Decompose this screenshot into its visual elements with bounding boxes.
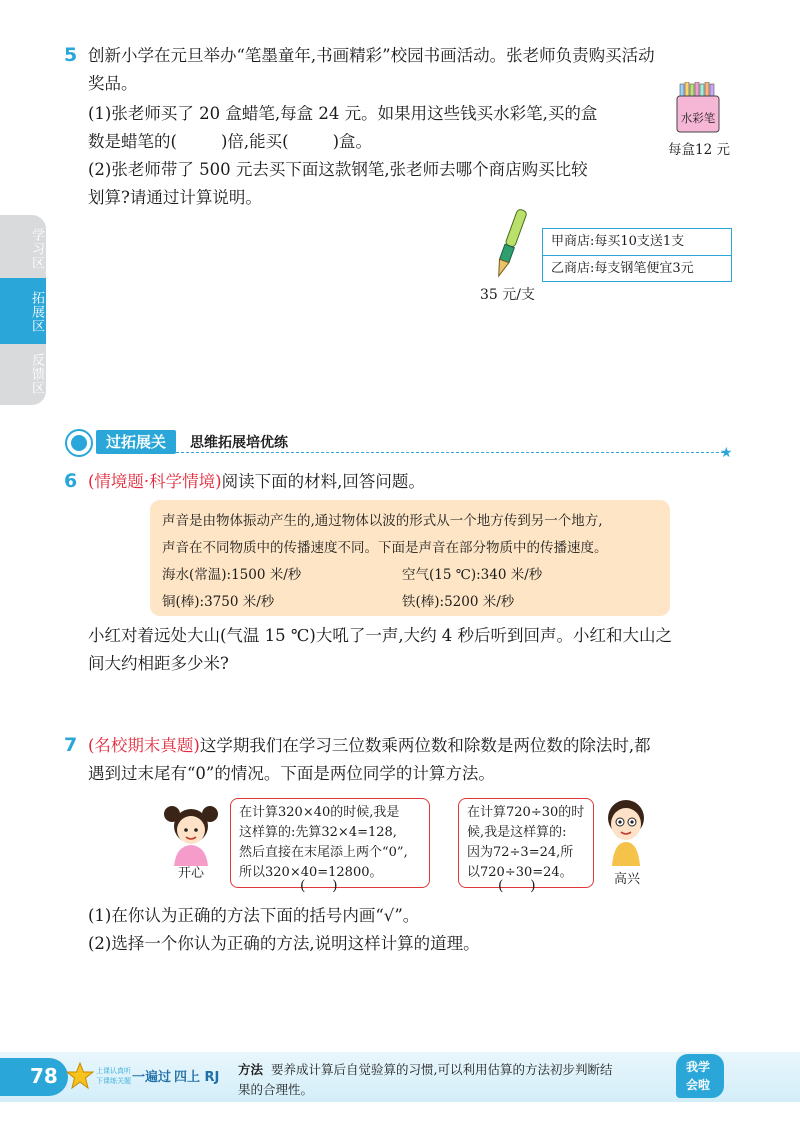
- speed-air: 空气(15 ℃):340 米/秒: [402, 567, 543, 583]
- watercolor-pen-box-label: 水彩笔: [680, 111, 716, 125]
- question-number-7: 7: [64, 734, 78, 756]
- material-line-2: 声音在不同物质中的传播速度不同。下面是声音在部分物质中的传播速度。: [162, 540, 608, 556]
- q7-sub-question-2: (2)选择一个你认为正确的方法,说明这样计算的道理。: [88, 934, 480, 953]
- section-divider: [96, 452, 724, 453]
- right-bubble-line-2: 候,我是这样算的:: [467, 825, 567, 840]
- shop-offer-table: [542, 228, 732, 282]
- right-bubble-line-4: 以720÷30=24。: [467, 865, 573, 880]
- method-line-1: [238, 1060, 613, 1080]
- speed-copper: 铜(棒):3750 米/秒: [162, 594, 275, 610]
- q5-part1-text-c: )盒。: [332, 132, 372, 151]
- question-number-6: 6: [64, 470, 78, 492]
- q6-stem: [88, 468, 425, 496]
- shop-b-offer: 乙商店:每支钢笔便宜3元: [543, 255, 731, 281]
- speed-seawater: 海水(常温):1500 米/秒: [162, 567, 302, 583]
- q5-part1-line1: (1)张老师买了 20 盒蜡笔,每盒 24 元。如果用这些钱买水彩笔,买的盒: [88, 104, 598, 123]
- right-bubble-line-3: 因为72÷3=24,所: [467, 845, 574, 860]
- q7-lead: 这学期我们在学习三位数乘两位数和除数是两位数的除法时,都: [199, 736, 651, 755]
- girl-avatar: [160, 800, 222, 866]
- method-line-2: 果的合理性。: [238, 1082, 314, 1097]
- q7-stem-line2: 遇到过末尾有“0”的情况。下面是两位同学的计算方法。: [88, 764, 495, 783]
- reading-material-box: [150, 500, 670, 616]
- right-bubble-line-1: 在计算720÷30的时: [467, 805, 585, 820]
- section-badge-icon: [64, 428, 94, 458]
- left-bubble-line-2: 这样算的:先算32×4=128,: [239, 825, 397, 840]
- q6-tag: (情境题·科学情境): [88, 472, 222, 491]
- fountain-pen-price: 35 元/支: [480, 287, 535, 303]
- method-text-1: 要养成计算后自觉验算的习惯,可以利用估算的方法初步判断结: [271, 1062, 613, 1077]
- question-number-5: 5: [64, 44, 78, 66]
- q5-part1-text-a: 数是蜡笔的(: [88, 132, 177, 151]
- left-speech-bubble: [230, 798, 430, 888]
- boy-name: 高兴: [614, 872, 641, 887]
- left-bubble-line-4: 所以320×40=12800。: [239, 865, 383, 880]
- q5-part1-line2: [88, 128, 372, 156]
- method-label: 方法: [238, 1062, 264, 1077]
- answer-paren-right[interactable]: ( ): [498, 878, 536, 894]
- q5-stem-line1: 创新小学在元旦举办“笔墨童年,书画精彩”校园书画活动。张老师负责购买活动: [88, 46, 655, 65]
- boy-avatar: [602, 796, 650, 866]
- section-title: 过拓展关: [96, 430, 176, 454]
- learned-badge-line2: 会啦: [686, 1078, 711, 1092]
- brand-slogan-line1: 上课认真听: [96, 1067, 131, 1075]
- q5-stem-line2: 奖品。: [88, 74, 138, 93]
- section-subtitle: 思维拓展培优练: [190, 435, 288, 451]
- left-bubble-line-1: 在计算320×40的时候,我是: [239, 805, 400, 820]
- watercolor-pen-price: 每盒12 元: [668, 142, 730, 158]
- right-speech-bubble: [458, 798, 594, 888]
- q7-tag: (名校期末真题): [88, 736, 200, 755]
- brand-slogan-line2: 下课练关题: [96, 1077, 131, 1085]
- q5-part2-line1: (2)张老师带了 500 元去买下面这款钢笔,张老师去哪个商店购买比较: [88, 160, 588, 179]
- side-tab-feedback[interactable]: 反馈区: [29, 353, 44, 395]
- method-tip: [238, 1060, 613, 1100]
- material-line-1: 声音是由物体振动产生的,通过物体以波的形式从一个地方传到另一个地方,: [162, 513, 603, 529]
- material-speeds-row-2: [162, 589, 658, 616]
- q6-question-line1: 小红对着远处大山(气温 15 ℃)大吼了一声,大约 4 秒后听到回声。小红和大山之: [88, 626, 673, 645]
- side-tab-expand[interactable]: 拓展区: [29, 291, 44, 333]
- q7-stem-line1: [88, 732, 651, 760]
- brand-name: 一遍过: [132, 1070, 172, 1085]
- q6-lead: 阅读下面的材料,回答问题。: [221, 472, 425, 491]
- learned-badge-line1: 我学: [686, 1060, 711, 1074]
- fountain-pen-icon: [490, 206, 530, 284]
- mascot-star-icon: [66, 1062, 94, 1090]
- q6-question-line2: 间大约相距多少米?: [88, 654, 229, 673]
- grade-label: 四上 RJ: [174, 1070, 220, 1085]
- q5-part2-line2: 划算?请通过计算说明。: [88, 188, 262, 207]
- page-number: 78: [30, 1064, 58, 1088]
- left-bubble-line-3: 然后直接在末尾添上两个“0”,: [239, 845, 408, 860]
- shop-a-offer: 甲商店:每买10支送1支: [551, 234, 685, 249]
- q7-sub-question-1: (1)在你认为正确的方法下面的括号内画“√”。: [88, 906, 420, 925]
- star-icon: ★: [720, 445, 733, 461]
- q5-part1-text-b: )倍,能买(: [220, 132, 289, 151]
- answer-paren-left[interactable]: ( ): [300, 878, 338, 894]
- girl-name: 开心: [178, 866, 205, 881]
- watercolor-pen-box-icon: [676, 82, 720, 134]
- speed-iron: 铁(棒):5200 米/秒: [402, 594, 515, 610]
- side-tab-study[interactable]: 学习区: [29, 228, 44, 270]
- material-speeds-row-1: [162, 562, 658, 589]
